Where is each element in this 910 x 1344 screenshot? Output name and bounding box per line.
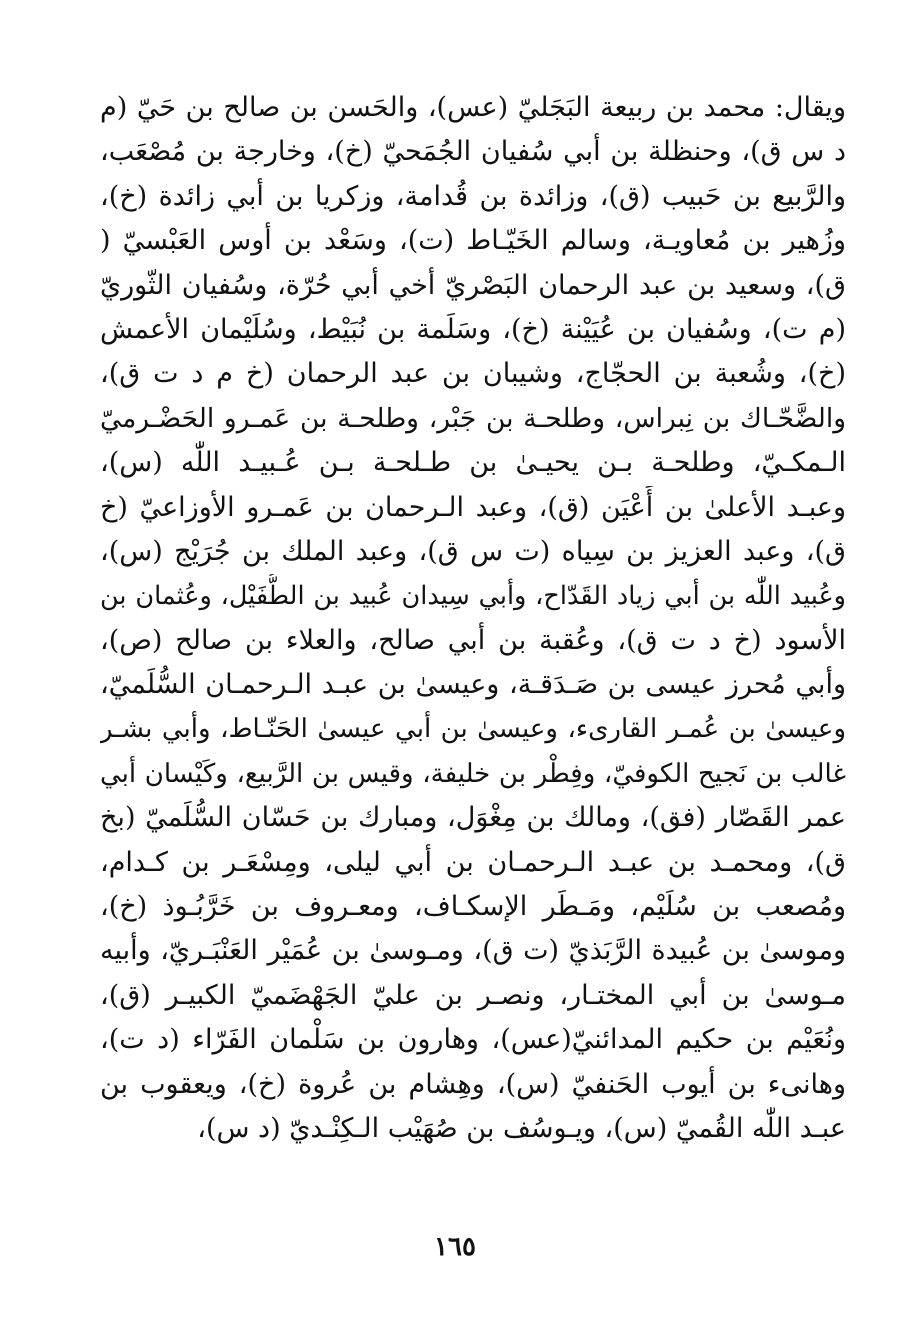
text-line: وموسىٰ بن عُبيدة الرَّبَذيّ (ت ق)، ومـوسىٰ بن عُمَيْر العَنْبَـريّ، وأبيه — [100, 935, 846, 967]
text-line: ق)، وعبد العزيز بن سِياه (ت س ق)، وعبد الملك بن جُرَيْج (س)، — [100, 535, 846, 567]
text-line: وزُهير بن مُعاويـة، وسالم الخَيّـاط (ت)، وسَعْد بن أوس العَبْسيّ ( — [100, 225, 846, 257]
body-text — [100, 86, 846, 1151]
text-line: ونُعَيْم بن حكيم المدائنيّ(عس)، وهارون بن سَلْمان الفَرّاء (د ت)، — [100, 1024, 846, 1056]
text-line: (م ت)، وسُفيان بن عُيَيْنة (خ)، وسَلَمة بن نُبَيْط، وسُلَيْمان الأعمش — [100, 313, 846, 345]
text-line: ويقال: محمد بن ربيعة البَجَليّ (عس)، والحَسن بن صالح بن حَيّ (م — [100, 92, 846, 123]
text-line: وعيسىٰ بن عُمـر القارىء، وعيسىٰ بن أبي عيسىٰ الحَنّـاط، وأبي بشـر — [100, 714, 846, 745]
text-line: د س ق)، وحنظلة بن أبي سُفيان الجُمَحيّ (خ)، وخارجة بن مُصْعَب، — [100, 136, 846, 168]
text-line: ومُصعب بن سُلَيْم، ومَـطَر الإسكـاف، ومعـروف بن خَرَّبُـوذ (خ)، — [100, 891, 846, 923]
text-line: وعبـد الأعلىٰ بن أَعْيَن (ق)، وعبد الـرحمان بن عَمـرو الأوزاعيّ (خ — [100, 491, 846, 523]
text-line: الأسود (خ د ت ق)، وعُقبة بن أبي صالح، والعلاء بن صالح (ص)، — [100, 624, 846, 656]
text-line: مـوسىٰ بن أبي المختـار، ونصـر بن عليّ الجَهْضَميّ الكبيـر (ق)، — [100, 979, 846, 1011]
text-line: غالب بن نَجيح الكوفيّ، وفِطْر بن خليفة، وقيس بن الرَّبيع، وكَيْسان أبي — [100, 758, 846, 789]
text-line: وأبي مُحرز عيسى بن صَـدَقـة، وعيسىٰ بن عبـد الـرحمـان السُّلَميّ، — [100, 669, 846, 701]
text-line: والرَّبيع بن حَبيب (ق)، وزائدة بن قُدامة، وزكريا بن أبي زائدة (خ)، — [100, 180, 846, 212]
text-line: (خ)، وشُعبة بن الحجّاج، وشيبان بن عبد الرحمان (خ م د ت ق)، — [100, 358, 846, 390]
page-number: ١٦٥ — [434, 1232, 476, 1262]
text-line: والضَّحّـاك بن نِبراس، وطلحـة بن جَبْر، وطلحـة بن عَمـرو الحَضْـرميّ — [100, 402, 846, 434]
text-line: عمر القَصّار (فق)، ومالك بن مِغْوَل، ومبارك بن حَسّان السُّلَميّ (بخ — [100, 802, 846, 834]
text-line: الـمكـيّ، وطلحـة بـن يحيـىٰ بن طـلحـة بـن عُـبيـد اللّٰه (س)، — [100, 447, 846, 479]
text-line: ق)، وسعيد بن عبد الرحمان البَصْريّ أخي أبي حُرّة، وسُفيان الثّوريّ — [100, 269, 846, 301]
text-line: ق)، ومحمـد بن عبـد الـرحمـان بن أبي ليلى، ومِسْعَـر بن كـدام، — [100, 846, 846, 878]
text-line: عبـد اللّٰه القُميّ (س)، ويـوسُف بن صُهَيْب الـكِنْـديّ (د س)، — [197, 1112, 846, 1144]
text-line: وعُبيد اللّٰه بن أبي زياد القَدّاح، وأبي سِيدان عُبيد بن الطُّفَيْل، وعُثمان بن — [100, 581, 846, 612]
text-line: وهانىء بن أيوب الحَنفيّ (س)، وهِشام بن عُروة (خ)، ويعقوب بن — [100, 1068, 846, 1100]
